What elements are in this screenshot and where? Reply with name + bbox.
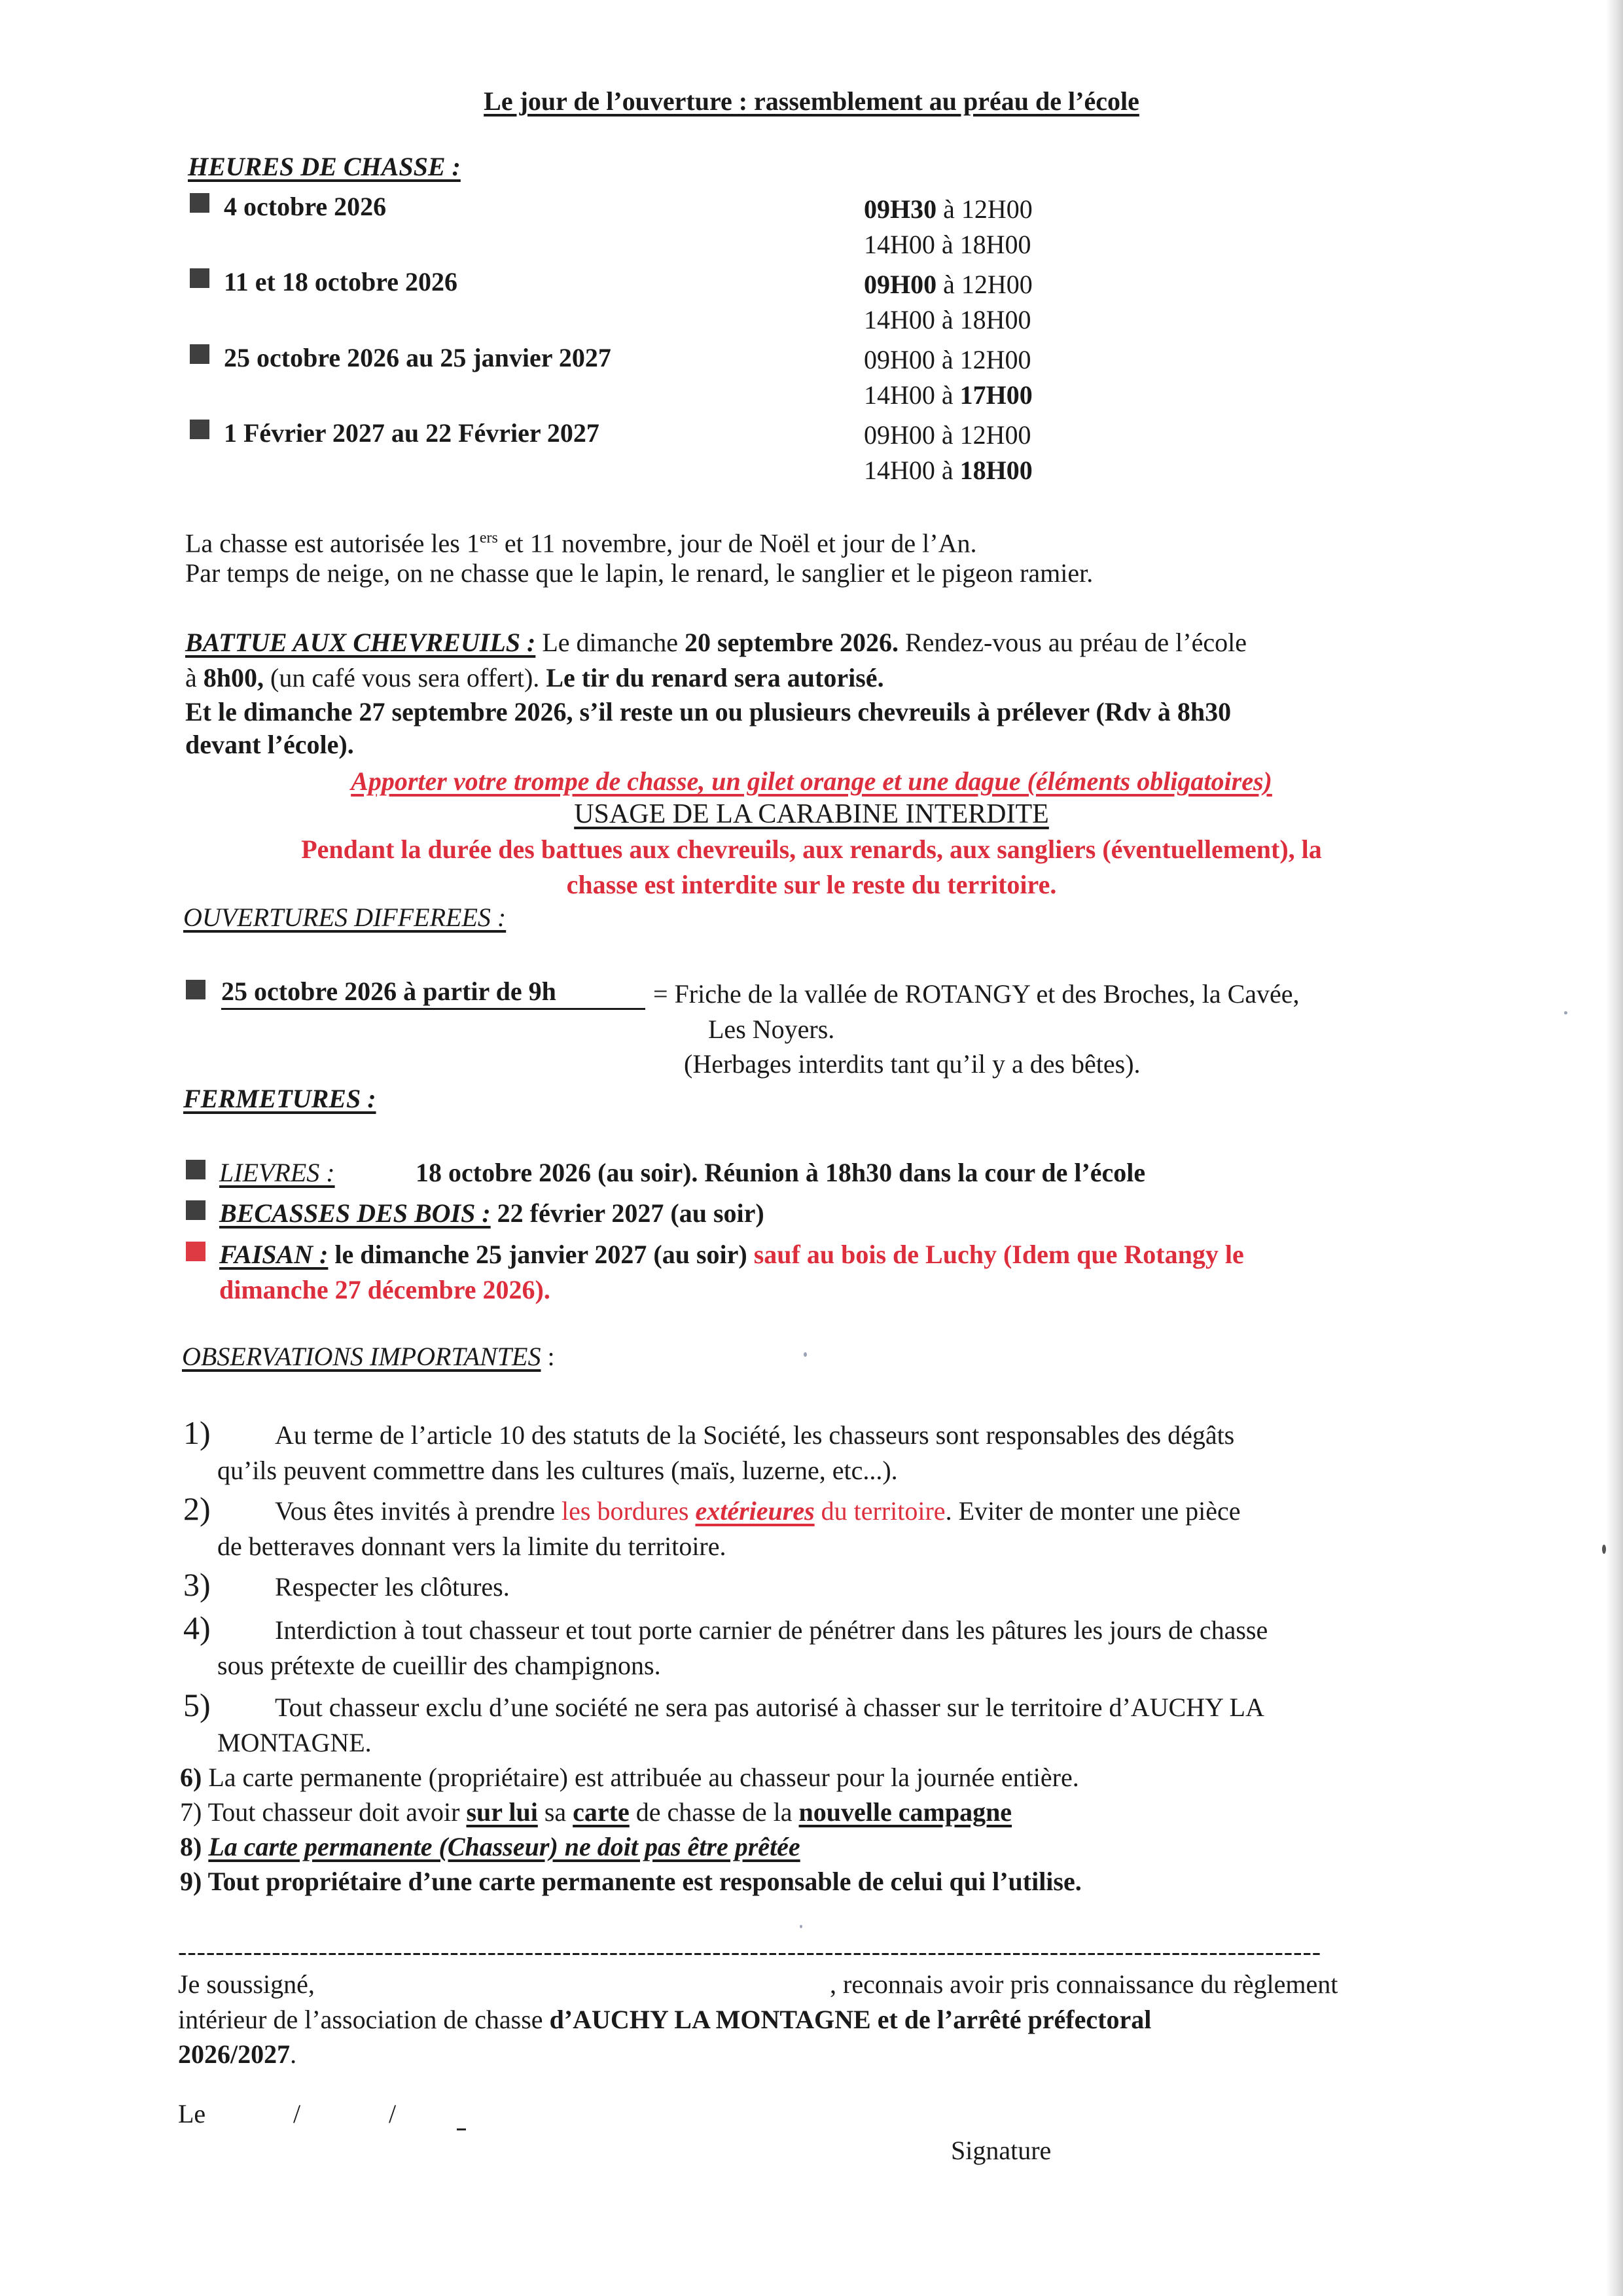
signature-statement-line-1a: Je soussigné, [178, 1969, 315, 1999]
observation-2-line-2: de betteraves donnant vers la limite du territoire. [217, 1532, 726, 1561]
date-label: Le [178, 2099, 206, 2128]
hours-date: 11 et 18 octobre 2026 [224, 267, 457, 296]
battue-warning-line-1: Pendant la durée des battues aux chevreuils, aux renards, aux sangliers (éventuellement), la [301, 834, 1322, 864]
bullet-square-icon [190, 193, 209, 213]
hours-afternoon: 14H00 à 18H00 [864, 456, 1033, 485]
ouverture-date: 25 octobre 2026 à partir de 9h [221, 975, 645, 1010]
signature-label: Signature [951, 2136, 1052, 2165]
carabine-notice: USAGE DE LA CARABINE INTERDITE [574, 799, 1049, 829]
page-title: Le jour de l’ouverture : rassemblement au préau de l’école [484, 86, 1139, 116]
date-separator: / [293, 2099, 301, 2128]
section-heading-heures: HEURES DE CHASSE : [188, 152, 461, 181]
observation-1-line-2: qu’ils peuvent commettre dans les cultures (maïs, luzerne, etc...). [217, 1456, 898, 1485]
observation-number: 4) [183, 1609, 211, 1646]
battue-warning-line-2: chasse est interdite sur le reste du territoire. [566, 870, 1057, 899]
section-heading-observations: OBSERVATIONS IMPORTANTES : [182, 1342, 555, 1371]
signature-statement-line-3: 2026/2027. [178, 2039, 297, 2069]
hours-morning: 09H00 à 12H00 [864, 345, 1031, 374]
observation-2-line-1: Vous êtes invités à prendre les bordures extérieures du territoire. Eviter de monter une pièce [275, 1496, 1241, 1526]
apporter-notice: Apporter votre trompe de chasse, un gilet orange et une dague (éléments obligatoires) [351, 766, 1272, 796]
battue-paragraph-line-4: devant l’école). [185, 730, 354, 759]
ouverture-location-line-3: (Herbages interdits tant qu’il y a des bêtes). [684, 1049, 1141, 1079]
observation-number: 1) [183, 1414, 211, 1451]
hours-morning: 09H00 à 12H00 [864, 420, 1031, 450]
observation-1-line-1: Au terme de l’article 10 des statuts de la Société, les chasseurs sont responsables des dégâts [275, 1420, 1235, 1450]
observation-number: 5) [183, 1687, 211, 1723]
signature-statement-line-2: intérieur de l’association de chasse d’AUCHY LA MONTAGNE et de l’arrêté préfectoral [178, 2005, 1152, 2034]
cut-line: -------------------------------------------------------------------------------------------------------------------------- [178, 1937, 1322, 1966]
hours-date: 25 octobre 2026 au 25 janvier 2027 [224, 343, 611, 372]
observation-number: 3) [183, 1566, 211, 1603]
ouverture-location-line-1: = Friche de la vallée de ROTANGY et des Broches, la Cavée, [653, 979, 1300, 1009]
observation-5-line-2: MONTAGNE. [217, 1728, 372, 1757]
section-heading-fermetures: FERMETURES : [183, 1084, 376, 1113]
bullet-square-red-icon [186, 1242, 205, 1261]
observation-6: 6) La carte permanente (propriétaire) est attribuée au chasseur pour la journée entière. [180, 1763, 1079, 1792]
autorisation-line-1: La chasse est autorisée les 1ers et 11 novembre, jour de Noël et jour de l’An. [185, 528, 977, 558]
battue-paragraph-line-3: Et le dimanche 27 septembre 2026, s’il reste un ou plusieurs chevreuils à prélever (Rdv à 8h30 [185, 697, 1232, 726]
date-separator: / [389, 2099, 397, 2128]
hours-afternoon: 14H00 à 18H00 [864, 230, 1031, 259]
observation-9: 9) Tout propriétaire d’une carte permanente est responsable de celui qui l’utilise. [180, 1867, 1082, 1896]
hours-date: 1 Février 2027 au 22 Février 2027 [224, 418, 599, 448]
battue-paragraph-line-2: à 8h00, (un café vous sera offert). Le tir du renard sera autorisé. [185, 663, 884, 692]
ouverture-location-line-2: Les Noyers. [708, 1014, 835, 1044]
observation-4-line-1: Interdiction à tout chasseur et tout porte carnier de pénétrer dans les pâtures les jours de chasse [275, 1615, 1268, 1645]
bullet-square-icon [190, 420, 209, 439]
fermeture-lievres-text: 18 octobre 2026 (au soir). Réunion à 18h30 dans la cour de l’école [416, 1158, 1146, 1187]
scan-speck [1564, 1011, 1567, 1014]
battue-paragraph-line-1: BATTUE AUX CHEVREUILS : Le dimanche 20 septembre 2026. Rendez-vous au préau de l’école [185, 628, 1247, 657]
fermeture-faisan-line-2: dimanche 27 décembre 2026). [219, 1275, 550, 1304]
observation-4-line-2: sous prétexte de cueillir des champignons. [217, 1651, 661, 1680]
signature-statement-line-1b: , reconnais avoir pris connaissance du règlement [830, 1969, 1338, 1999]
scan-speck [804, 1352, 807, 1357]
fermeture-faisan-line-1: FAISAN : le dimanche 25 janvier 2027 (au soir) sauf au bois de Luchy (Idem que Rotangy le [219, 1240, 1244, 1269]
bullet-square-icon [186, 980, 205, 999]
hours-afternoon: 14H00 à 17H00 [864, 380, 1033, 410]
hours-date: 4 octobre 2026 [224, 192, 387, 221]
hours-morning: 09H00 à 12H00 [864, 270, 1033, 299]
date-dash-mark [457, 2128, 466, 2130]
bullet-square-icon [186, 1200, 205, 1220]
observation-8: 8) La carte permanente (Chasseur) ne doit pas être prêtée [180, 1832, 800, 1861]
observation-3: Respecter les clôtures. [275, 1572, 510, 1602]
scan-speck [1602, 1545, 1606, 1554]
hours-afternoon: 14H00 à 18H00 [864, 305, 1031, 334]
observation-number: 2) [183, 1490, 211, 1527]
bullet-square-icon [190, 344, 209, 364]
scan-speck [800, 1925, 802, 1928]
fermeture-lievres-label: LIEVRES : [219, 1158, 335, 1187]
scan-edge-shadow [1606, 0, 1623, 2296]
section-heading-ouvertures: OUVERTURES DIFFEREES : [183, 903, 507, 932]
autorisation-line-2: Par temps de neige, on ne chasse que le lapin, le renard, le sanglier et le pigeon ramier. [185, 558, 1094, 588]
bullet-square-icon [190, 268, 209, 288]
hours-morning: 09H30 à 12H00 [864, 194, 1033, 224]
fermeture-becasses: BECASSES DES BOIS : 22 février 2027 (au soir) [219, 1198, 764, 1228]
bullet-square-icon [186, 1160, 205, 1179]
observation-5-line-1: Tout chasseur exclu d’une société ne sera pas autorisé à chasser sur le territoire d’AUCHY LA [275, 1693, 1264, 1722]
observation-7: 7) Tout chasseur doit avoir sur lui sa carte de chasse de la nouvelle campagne [180, 1797, 1012, 1827]
